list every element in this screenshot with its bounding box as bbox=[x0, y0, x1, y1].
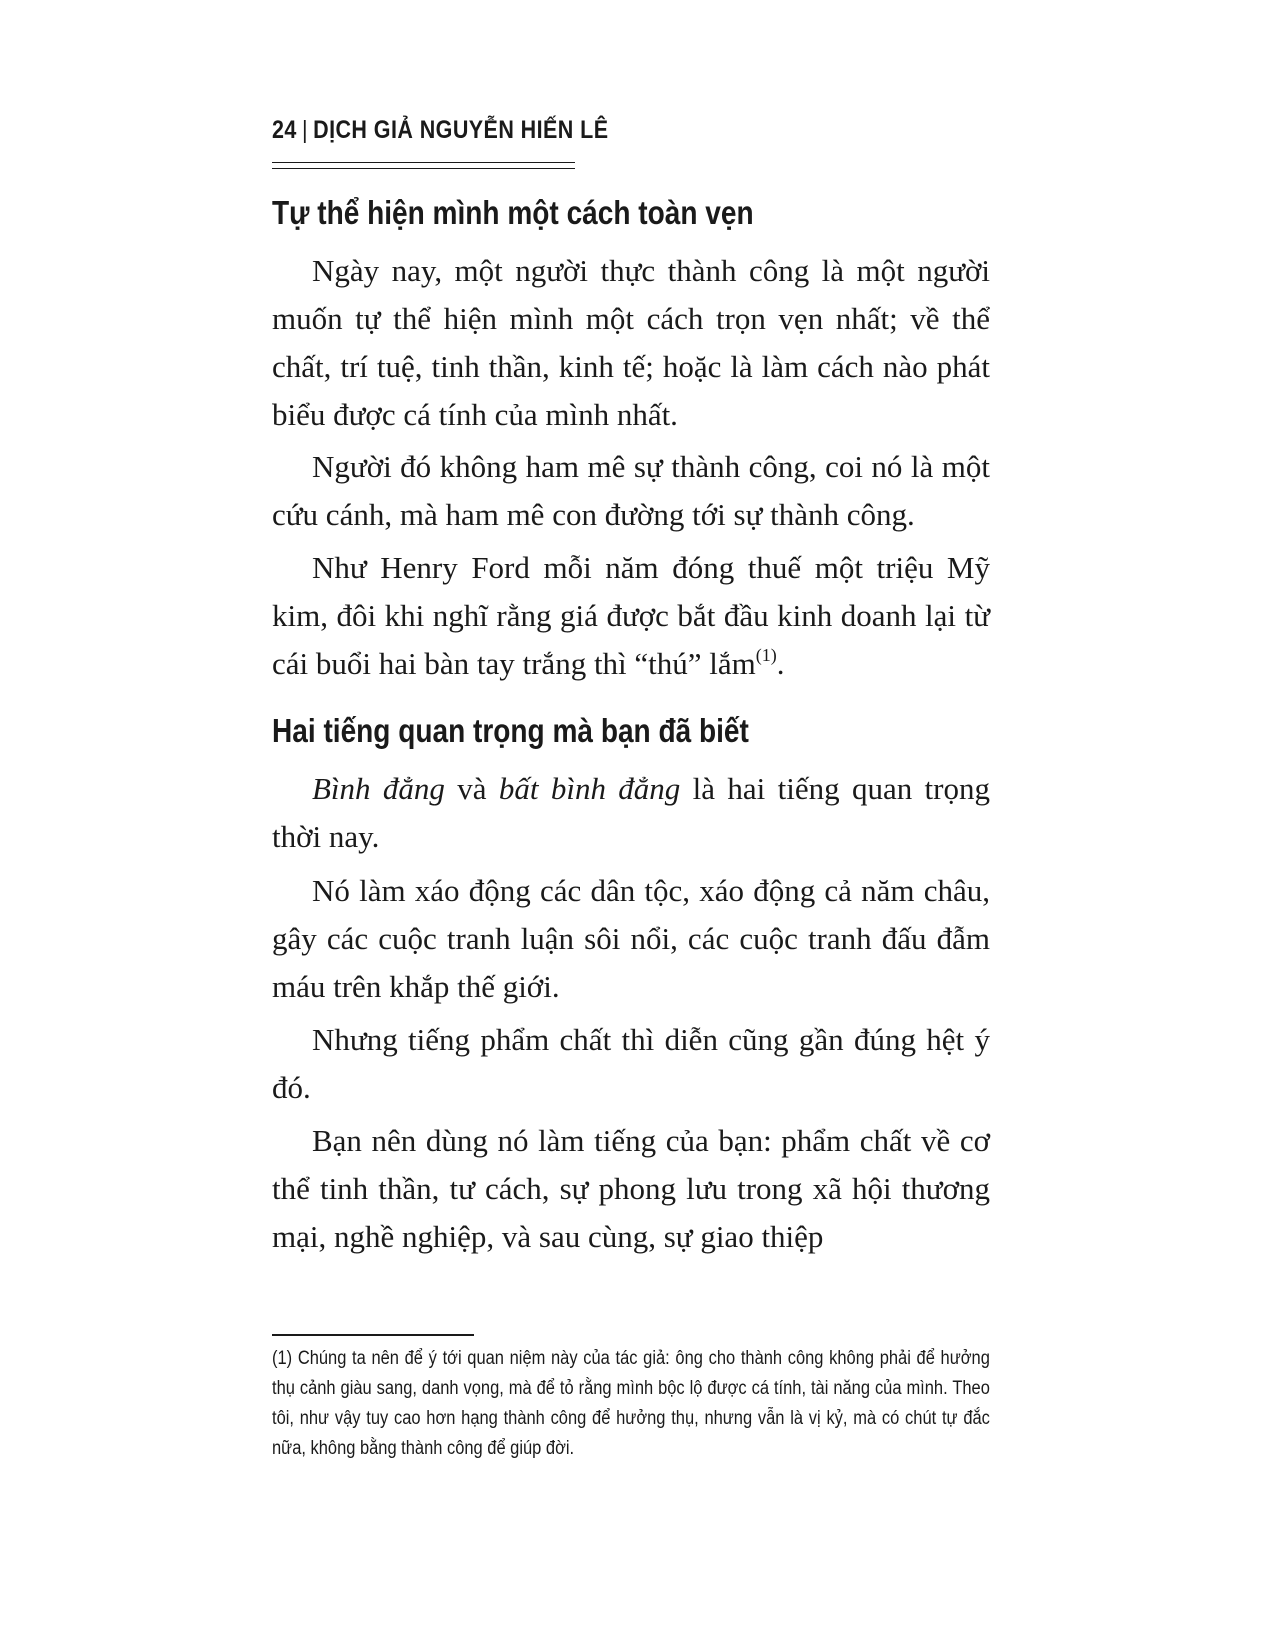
paragraph-6: Nhưng tiếng phẩm chất thì diễn cũng gần đúng hệt ý đó. bbox=[272, 1022, 990, 1105]
header-rule bbox=[272, 162, 575, 169]
paragraph-4-rest: là hai tiếng quan trọng thời nay. bbox=[272, 771, 990, 854]
footnote-ref: (1) bbox=[755, 645, 777, 665]
paragraph-3-text: Như Henry Ford mỗi năm đóng thuế một triệu Mỹ kim, đôi khi nghĩ rằng giá được bắt đầu kinh doanh lại từ cái buổi hai bàn tay trắng thì “thú” lắm bbox=[272, 550, 990, 681]
running-head bbox=[272, 116, 609, 145]
page-number: 24 bbox=[272, 116, 297, 144]
paragraph-7: Bạn nên dùng nó làm tiếng của bạn: phẩm chất về cơ thể tinh thần, tư cách, sự phong lưu trong xã hội thương mại, nghề nghiệp, và sau cùng, sự giao thiệp bbox=[272, 1123, 990, 1254]
header-separator: | bbox=[301, 116, 308, 144]
section-heading-1: Tự thể hiện mình một cách toàn vẹn bbox=[272, 194, 754, 231]
paragraph-3-end: . bbox=[776, 646, 785, 681]
section-heading-2: Hai tiếng quan trọng mà bạn đã biết bbox=[272, 712, 749, 749]
running-title: DỊCH GIẢ NGUYỄN HIẾN LÊ bbox=[313, 116, 609, 144]
paragraph-3 bbox=[272, 544, 990, 688]
paragraph-4 bbox=[272, 765, 990, 861]
footnote-rule bbox=[272, 1334, 474, 1336]
italic-term-2: bất bình đẳng bbox=[498, 771, 681, 806]
paragraph-2: Người đó không ham mê sự thành công, coi nó là một cứu cánh, mà ham mê con đường tới sự thành công. bbox=[272, 449, 990, 532]
paragraph-4-mid: và bbox=[444, 771, 499, 806]
paragraph-5: Nó làm xáo động các dân tộc, xáo động cả năm châu, gây các cuộc tranh luận sôi nổi, các cuộc tranh đấu đẫm máu trên khắp thế giới. bbox=[272, 873, 990, 1004]
paragraph-1: Ngày nay, một người thực thành công là một người muốn tự thể hiện mình một cách trọn vẹn nhất; về thể chất, trí tuệ, tinh thần, kinh tế; hoặc là làm cách nào phát biểu được cá tính của mình nhất. bbox=[272, 253, 990, 432]
footnote: (1) Chúng ta nên để ý tới quan niệm này của tác giả: ông cho thành công không phải để hưởng thụ cảnh giàu sang, danh vọng, mà để tỏ rằng mình bộc lộ được cá tính, tài năng của mình. Theo tôi, như vậy tuy cao hơn hạng thành công để hưởng thụ, nhưng vẫn là vị kỷ, mà có chút tự đắc nữa, không bằng thành công để giúp đời. bbox=[272, 1348, 990, 1459]
italic-term-1: Bình đẳng bbox=[312, 771, 445, 806]
